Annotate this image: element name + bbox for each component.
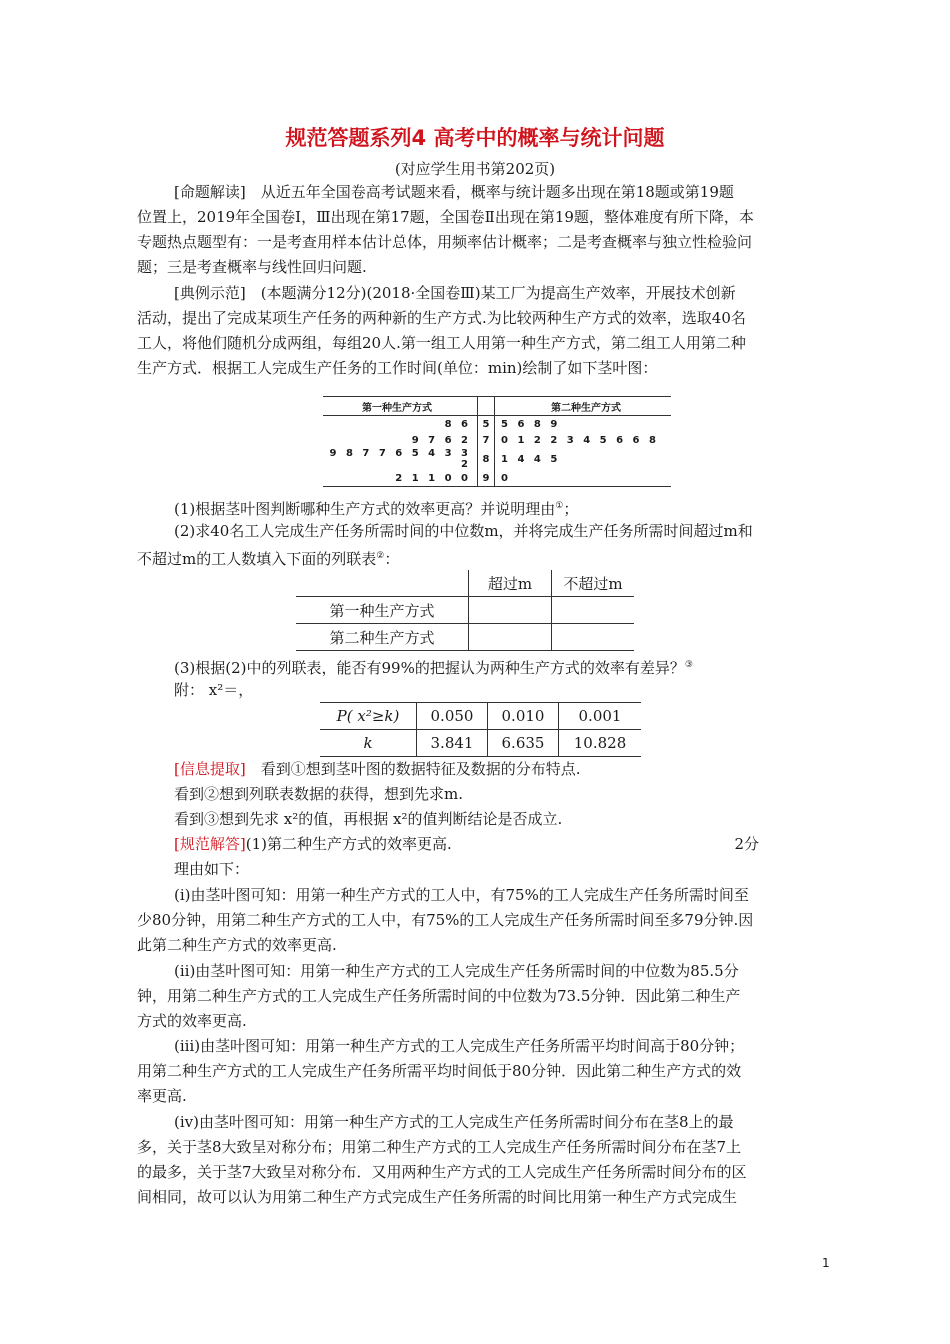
answer-p2-line: (ⅱ)由茎叶图可知：用第一种生产方式的工人完成生产任务所需时间的中位数为85.5分 bbox=[174, 962, 739, 980]
contingency-table: 超过m 不超过m 第一种生产方式 第二种生产方式 bbox=[296, 570, 634, 651]
critical-value-table bbox=[320, 702, 641, 757]
intro-line-3: 专题热点题型有：一是考查用样本估计总体，用频率估计概率；二是考查概率与独立性检验问 bbox=[137, 233, 753, 251]
table-row: 第二种生产方式 bbox=[296, 624, 634, 651]
example-line-1: [典例示范] (本题满分12分)(2018·全国卷Ⅲ)某工厂为提高生产效率，开展技术创新 bbox=[174, 284, 736, 302]
table-row: P( x²≥k) 0.050 0.010 0.001 bbox=[320, 703, 641, 730]
intro-line-4: 题；三是考查概率与线性回归问题. bbox=[137, 258, 367, 276]
stem-row: 9 8 7 7 6 5 4 3 3 2 8 1 4 4 5 bbox=[329, 448, 561, 470]
score-mark: 2分 bbox=[734, 835, 759, 853]
stem-row: 2 1 1 0 0 9 0 bbox=[323, 470, 671, 487]
intro-line-1: [命题解读] 从近五年全国卷高考试题来看，概率与统计题多出现在第18题或第19题 bbox=[174, 183, 734, 201]
stem-leaf-plot bbox=[323, 396, 671, 487]
stem-row: 8 6 5 5 6 8 9 bbox=[323, 416, 671, 433]
info-line-2: 看到②想到列联表数据的获得，想到先求m. bbox=[174, 785, 463, 803]
stem-right-header: 第二种生产方式 bbox=[495, 397, 672, 416]
example-line-4: 生产方式．根据工人完成生产任务的工作时间(单位：min)绘制了如下茎叶图： bbox=[137, 359, 658, 377]
answer-p4-line: (ⅳ)由茎叶图可知：用第一种生产方式的工人完成生产任务所需时间分布在茎8上的最 bbox=[174, 1113, 734, 1131]
answer-p4-line: 多，关于茎8大致呈对称分布；用第二种生产方式的工人完成生产任务所需时间分布在茎7上 bbox=[137, 1138, 742, 1156]
stem-row: 9 7 6 2 7 0 1 2 2 3 4 5 6 6 8 bbox=[323, 432, 671, 448]
page-subtitle: (对应学生用书第202页) bbox=[394, 160, 556, 178]
answer-p4-line: 间相同，故可以认为用第二种生产方式完成生产任务所需的时间比用第一种生产方式完成生 bbox=[137, 1188, 738, 1206]
answer-reason: 理由如下： bbox=[174, 860, 250, 878]
answer-p4-line: 的最多，关于茎7大致呈对称分布．又用两种生产方式的工人完成生产任务所需时间分布的区 bbox=[137, 1163, 747, 1181]
attach-formula: 附： x²＝， bbox=[174, 681, 254, 699]
answer-p2-line: 方式的效率更高. bbox=[137, 1012, 247, 1030]
table-row: k 3.841 6.635 10.828 bbox=[320, 730, 641, 757]
answer-line-1: [规范解答](1)第二种生产方式的效率更高. 2分 bbox=[174, 832, 759, 857]
example-line-2: 活动，提出了完成某项生产任务的两种新的生产方式.为比较两种生产方式的效率，选取40名 bbox=[137, 309, 746, 327]
question-1: (1)根据茎叶图判断哪种生产方式的效率更高？并说明理由①； bbox=[174, 500, 579, 518]
question-2-line-2: 不超过m的工人数填入下面的列联表②： bbox=[137, 550, 400, 568]
example-line-3: 工人，将他们随机分成两组，每组20人.第一组工人用第一种生产方式，第二组工人用第二种 bbox=[137, 334, 746, 352]
answer-label: [规范解答] bbox=[174, 835, 246, 853]
page-number: 1 bbox=[822, 1256, 830, 1270]
question-2-line-1: (2)求40名工人完成生产任务所需时间的中位数m，并将完成生产任务所需时间超过m和 bbox=[174, 522, 753, 540]
stem-left-header: 第一种生产方式 bbox=[323, 397, 478, 416]
info-label: [信息提取] bbox=[174, 760, 246, 778]
table-row: 第一种生产方式 bbox=[296, 597, 634, 624]
answer-p3-line: 率更高. bbox=[137, 1087, 187, 1105]
page-title: 规范答题系列4 高考中的概率与统计问题 bbox=[285, 126, 665, 150]
answer-p1-line: (ⅰ)由茎叶图可知：用第一种生产方式的工人中，有75%的工人完成生产任务所需时间至 bbox=[174, 886, 749, 904]
answer-p1-line: 少80分钟，用第二种生产方式的工人中，有75%的工人完成生产任务所需时间至多79分钟.因 bbox=[137, 911, 754, 929]
answer-p1-line: 此第二种生产方式的效率更高. bbox=[137, 936, 337, 954]
answer-p3-line: (ⅲ)由茎叶图可知：用第一种生产方式的工人完成生产任务所需平均时间高于80分钟； bbox=[174, 1037, 745, 1055]
info-line-1: [信息提取] 看到①想到茎叶图的数据特征及数据的分布特点. bbox=[174, 760, 581, 778]
answer-p2-line: 钟，用第二种生产方式的工人完成生产任务所需时间的中位数为73.5分钟．因此第二种生产 bbox=[137, 987, 741, 1005]
intro-line-2: 位置上，2019年全国卷Ⅰ，Ⅲ出现在第17题，全国卷Ⅱ出现在第19题，整体难度有所下降，本 bbox=[137, 208, 754, 226]
answer-p3-line: 用第二种生产方式的工人完成生产任务所需平均时间低于80分钟．因此第二种生产方式的效 bbox=[137, 1062, 742, 1080]
info-line-3: 看到③想到先求 x²的值，再根据 x²的值判断结论是否成立. bbox=[174, 810, 563, 828]
question-3: (3)根据(2)中的列联表，能否有99%的把握认为两种生产方式的效率有差异？③ bbox=[174, 659, 693, 677]
